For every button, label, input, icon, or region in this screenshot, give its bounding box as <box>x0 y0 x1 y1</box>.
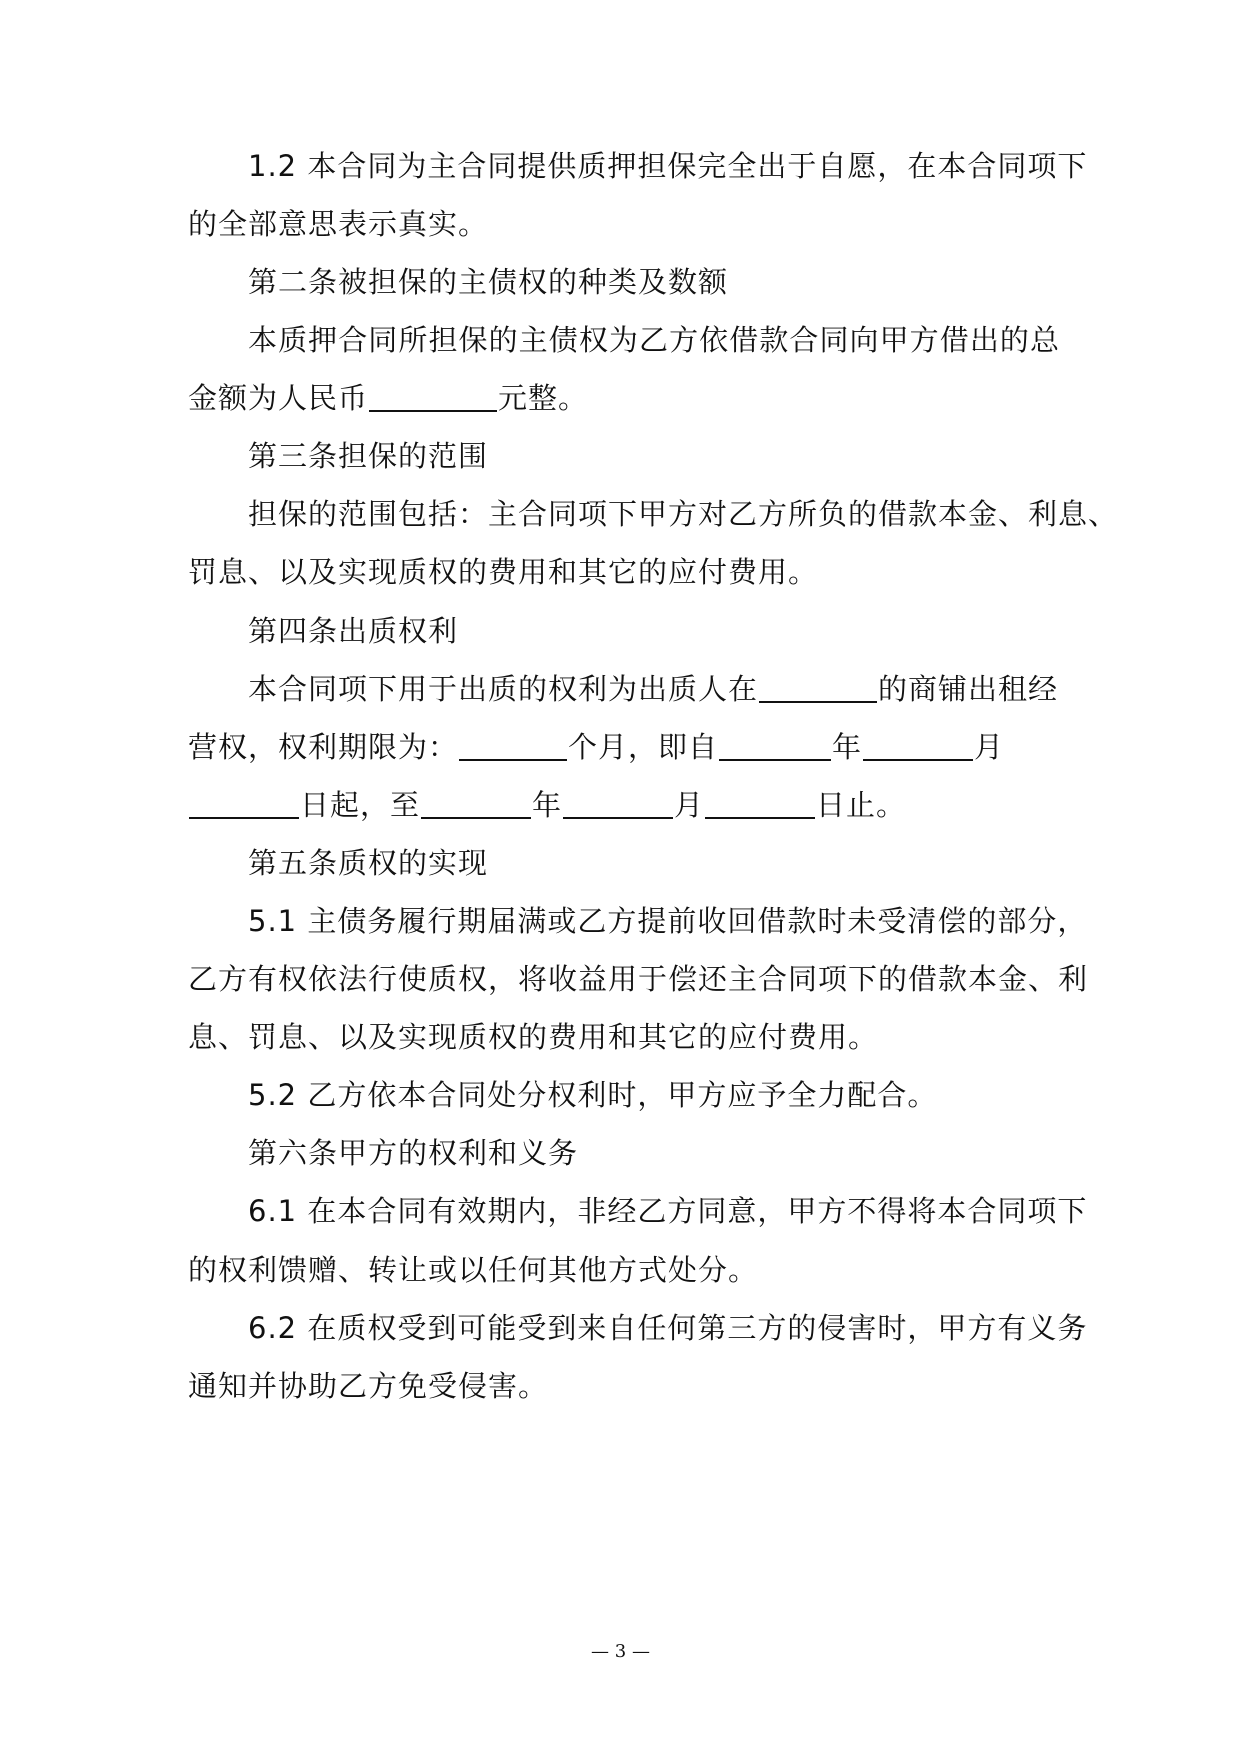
text-segment: 本合同项下用于出质的权利为出质人在 <box>248 672 759 706</box>
start-year-blank <box>719 731 831 761</box>
amount-blank <box>369 382 497 412</box>
paragraph-1-2-line-2: 的全部意思表示真实。 <box>188 207 489 241</box>
paragraph-5-2: 5.2 乙方依本合同处分权利时，甲方应予全力配合。 <box>248 1078 938 1112</box>
text-segment: 月 <box>674 788 705 822</box>
article-3-body-line-1: 担保的范围包括：主合同项下甲方对乙方所负的借款本金、利息、 <box>248 497 1119 531</box>
article-2-body-line-1: 本质押合同所担保的主债权为乙方依借款合同向甲方借出的总 <box>248 323 1060 357</box>
paragraph-6-1-line-1: 6.1 在本合同有效期内，非经乙方同意，甲方不得将本合同项下 <box>248 1194 1088 1228</box>
text-segment: 年 <box>832 730 863 764</box>
paragraph-6-2-line-2: 通知并协助乙方免受侵害。 <box>188 1369 549 1403</box>
months-blank <box>459 731 567 761</box>
article-4-heading: 第四条出质权利 <box>248 614 459 648</box>
paragraph-1-2-line-1: 1.2 本合同为主合同提供质押担保完全出于自愿，在本合同项下 <box>248 149 1088 183</box>
paragraph-5-1-line-1: 5.1 主债务履行期届满或乙方提前收回借款时未受清偿的部分， <box>248 904 1088 938</box>
end-month-blank <box>563 789 673 819</box>
article-3-body-line-2: 罚息、以及实现质权的费用和其它的应付费用。 <box>188 555 819 589</box>
text-segment: 月 <box>974 730 1005 764</box>
text-segment: 金额为人民币 <box>188 381 369 415</box>
article-6-heading: 第六条甲方的权利和义务 <box>248 1136 579 1170</box>
paragraph-6-1-line-2: 的权利馈赠、转让或以任何其他方式处分。 <box>188 1253 759 1287</box>
article-4-body-line-1 <box>248 669 1060 709</box>
article-2-body-line-2 <box>188 378 1060 418</box>
paragraph-6-2-line-1: 6.2 在质权受到可能受到来自任何第三方的侵害时，甲方有义务 <box>248 1311 1088 1345</box>
paragraph-5-1-line-3: 息、罚息、以及实现质权的费用和其它的应付费用。 <box>188 1020 879 1054</box>
article-5-heading: 第五条质权的实现 <box>248 846 489 880</box>
text-segment: 元整。 <box>498 381 589 415</box>
article-3-heading: 第三条担保的范围 <box>248 439 489 473</box>
article-4-body-line-2 <box>188 727 1060 767</box>
end-year-blank <box>421 789 531 819</box>
text-segment: 个月，即自 <box>568 730 719 764</box>
page-number: — 3 — <box>591 1641 650 1662</box>
location-blank <box>759 673 877 703</box>
article-4-body-line-3 <box>188 785 1060 825</box>
end-day-blank <box>705 789 815 819</box>
article-2-heading: 第二条被担保的主债权的种类及数额 <box>248 265 729 299</box>
text-segment: 年 <box>532 788 563 822</box>
text-segment: 日止。 <box>816 788 907 822</box>
start-month-blank <box>863 731 973 761</box>
text-segment: 的商铺出租经 <box>878 672 1059 706</box>
paragraph-5-1-line-2: 乙方有权依法行使质权，将收益用于偿还主合同项下的借款本金、利 <box>188 962 1089 996</box>
text-segment: 营权，权利期限为： <box>188 730 459 764</box>
start-day-blank <box>189 789 299 819</box>
text-segment: 日起，至 <box>300 788 421 822</box>
